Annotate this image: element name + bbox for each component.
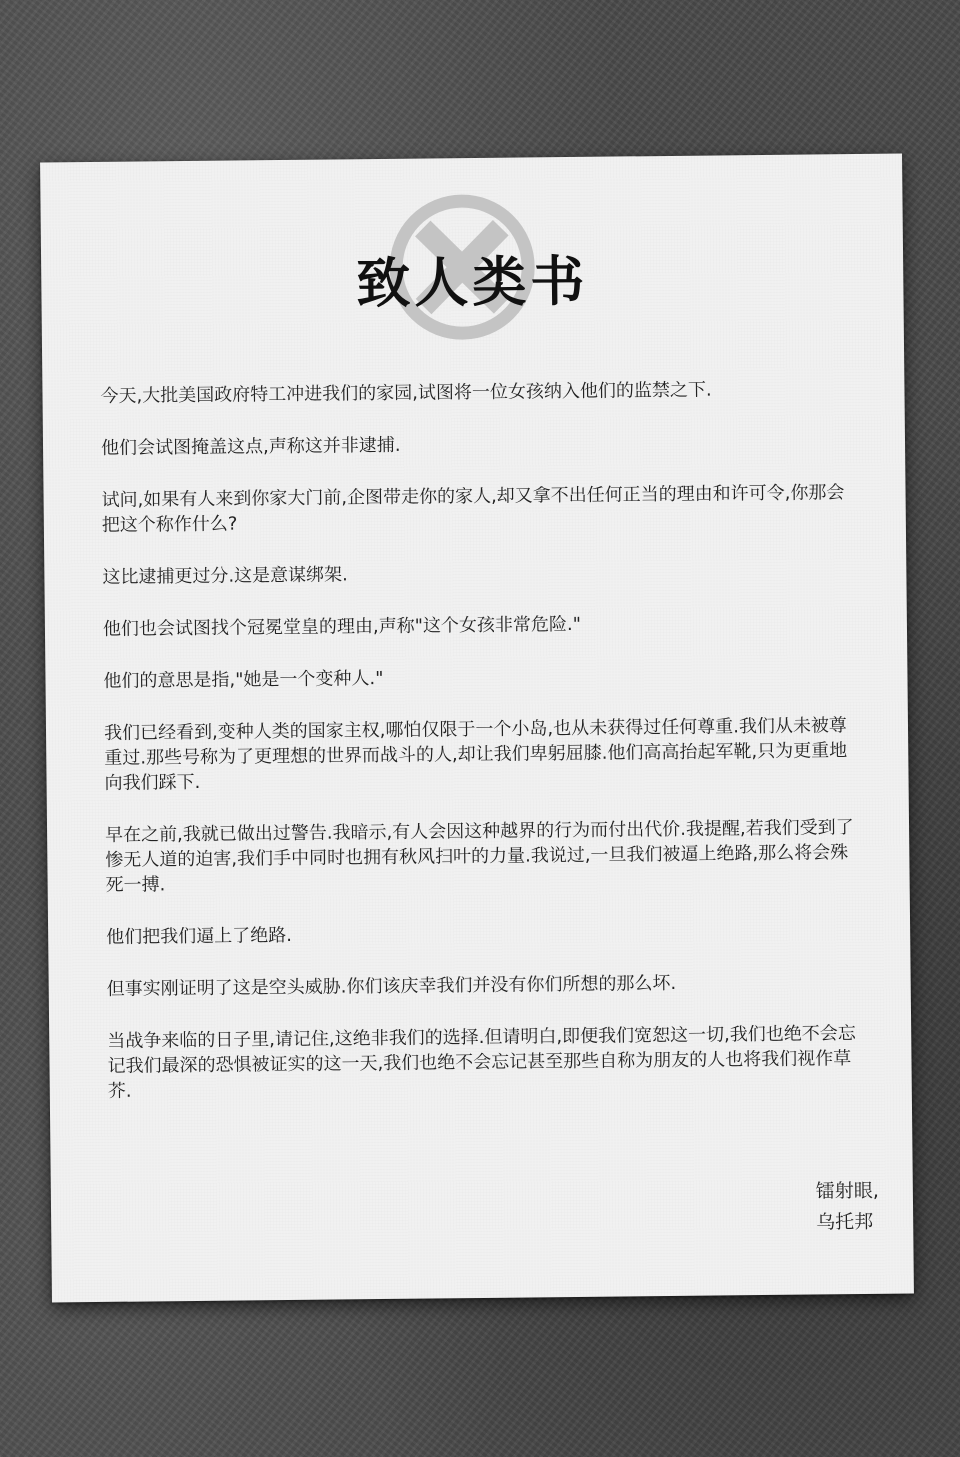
letter-paper <box>40 154 914 1303</box>
letter-title: 致人类书 <box>356 249 589 316</box>
signature <box>816 1176 880 1239</box>
paragraph: 今天,大批美国政府特工冲进我们的家园,试图将一位女孩纳入他们的监禁之下. <box>100 379 712 407</box>
letter-body <box>100 376 868 1131</box>
paragraph: 试问,如果有人来到你家大门前,企图带走你的家人,却又拿不出任何正当的理由和许可令,你那会把这个称作什么? <box>101 482 845 536</box>
paragraph: 当战争来临的日子里,请记住,这绝非我们的选择.但请明白,即便我们宽恕这一切,我们也绝不会忘记我们最深的恐惧被证实的这一天,我们也绝不会忘记甚至那些自称为朋友的人也将我们视作草芥. <box>107 1023 856 1102</box>
signature-place: 乌托邦 <box>816 1210 874 1234</box>
paragraph: 早在之前,我就已做出过警告.我暗示,有人会因这种越界的行为而付出代价.我提醒,若我们受到了惨无人道的迫害,我们手中同时也拥有秋风扫叶的力量.我说过,一旦我们被逼上绝路,那么将会殊死一搏. <box>104 817 854 896</box>
signature-name: 镭射眼, <box>815 1179 879 1203</box>
paragraph: 他们把我们逼上了绝路. <box>106 924 293 948</box>
paragraph: 但事实刚证明了这是空头威胁.你们该庆幸我们并没有你们所想的那么坏. <box>106 972 677 1000</box>
paragraph: 这比逮捕更过分.这是意谋绑架. <box>102 564 348 588</box>
paragraph: 他们会试图掩盖这点,声称这并非逮捕. <box>100 434 401 459</box>
paragraph: 他们也会试图找个冠冕堂皇的理由,声称"这个女孩非常危险." <box>102 613 582 640</box>
paragraph: 他们的意思是指,"她是一个变种人." <box>103 667 384 692</box>
paragraph: 我们已经看到,变种人类的国家主权,哪怕仅限于一个小岛,也从未获得过任何尊重.我们从未被尊重过.那些号称为了更理想的世界而战斗的人,却让我们卑躬屈膝.他们高高抬起军靴,只为更重地向我们踩下. <box>103 715 848 794</box>
